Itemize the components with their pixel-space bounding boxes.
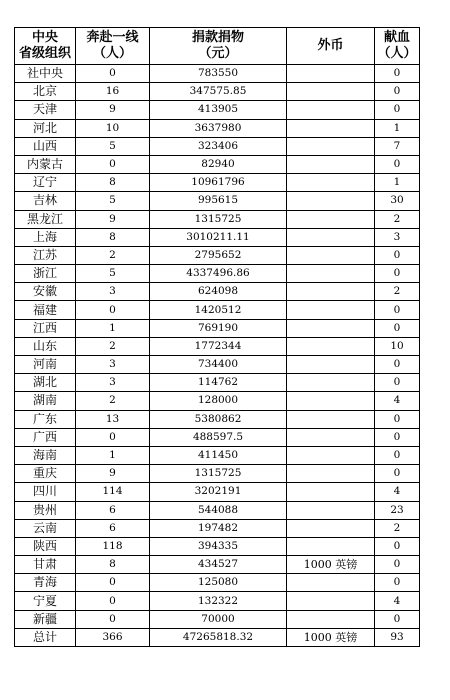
cell-front: 2 [76,392,150,410]
header-row [15,28,420,65]
header-donation-line2: （元） [198,46,238,61]
cell-foreign [287,119,375,137]
cell-donation: 132322 [150,592,287,610]
table-row [15,519,420,537]
cell-donation: 624098 [150,283,287,301]
cell-foreign [287,410,375,428]
cell-org: 湖北 [15,374,76,392]
cell-foreign [287,392,375,410]
cell-front: 0 [76,592,150,610]
cell-blood: 2 [375,210,420,228]
cell-org: 总计 [15,628,76,646]
cell-foreign [287,155,375,173]
cell-blood: 0 [375,574,420,592]
cell-foreign [287,319,375,337]
table-row [15,428,420,446]
cell-donation: 995615 [150,192,287,210]
table-row [15,319,420,337]
cell-org: 社中央 [15,65,76,83]
cell-front: 9 [76,101,150,119]
cell-front: 114 [76,483,150,501]
cell-foreign [287,446,375,464]
cell-foreign [287,83,375,101]
cell-donation: 434527 [150,556,287,574]
table-row [15,483,420,501]
header-org-line1: 中央 [31,30,58,45]
cell-blood: 4 [375,592,420,610]
header-blood [375,28,420,65]
cell-foreign [287,137,375,155]
cell-blood: 0 [375,155,420,173]
cell-foreign [287,428,375,446]
cell-blood: 0 [375,101,420,119]
cell-donation: 70000 [150,610,287,628]
cell-blood: 4 [375,392,420,410]
cell-blood: 1 [375,119,420,137]
cell-front: 2 [76,337,150,355]
cell-org: 贵州 [15,501,76,519]
header-front [76,28,150,65]
cell-blood: 0 [375,246,420,264]
cell-org: 江西 [15,319,76,337]
table-row [15,610,420,628]
table-row [15,265,420,283]
table-row [15,501,420,519]
cell-donation: 544088 [150,501,287,519]
cell-foreign [287,283,375,301]
cell-front: 6 [76,501,150,519]
cell-front: 5 [76,265,150,283]
cell-org: 宁夏 [15,592,76,610]
cell-blood: 0 [375,65,420,83]
header-donation-line1: 捐款捐物 [191,30,244,45]
cell-foreign: 1000 英镑 [287,628,375,646]
cell-blood: 0 [375,301,420,319]
donation-table [14,27,420,647]
cell-foreign [287,574,375,592]
cell-front: 16 [76,83,150,101]
cell-front: 3 [76,283,150,301]
table-row [15,119,420,137]
cell-org: 山西 [15,137,76,155]
cell-blood: 2 [375,283,420,301]
cell-front: 1 [76,446,150,464]
cell-donation: 411450 [150,446,287,464]
cell-foreign [287,65,375,83]
cell-foreign [287,192,375,210]
cell-donation: 323406 [150,137,287,155]
cell-foreign [287,610,375,628]
cell-front: 0 [76,610,150,628]
cell-org: 甘肃 [15,556,76,574]
cell-foreign [287,592,375,610]
cell-donation: 4337496.86 [150,265,287,283]
table-row [15,83,420,101]
cell-foreign: 1000 英镑 [287,556,375,574]
cell-donation: 394335 [150,537,287,555]
cell-donation: 128000 [150,392,287,410]
cell-front: 1 [76,319,150,337]
cell-front: 5 [76,137,150,155]
table-row [15,174,420,192]
table-row [15,246,420,264]
cell-org: 上海 [15,228,76,246]
cell-org: 广西 [15,428,76,446]
cell-blood: 30 [375,192,420,210]
table-row [15,210,420,228]
cell-front: 0 [76,301,150,319]
cell-donation: 2795652 [150,246,287,264]
table-row [15,628,420,646]
cell-foreign [287,301,375,319]
cell-foreign [287,101,375,119]
table-row [15,101,420,119]
cell-blood: 0 [375,265,420,283]
cell-blood: 1 [375,174,420,192]
table-row [15,465,420,483]
header-foreign [287,28,375,65]
cell-front: 9 [76,465,150,483]
cell-front: 0 [76,428,150,446]
cell-front: 10 [76,119,150,137]
cell-front: 0 [76,574,150,592]
table-row [15,155,420,173]
table-row [15,301,420,319]
cell-front: 3 [76,356,150,374]
cell-front: 8 [76,174,150,192]
cell-org: 河北 [15,119,76,137]
cell-foreign [287,537,375,555]
cell-blood: 0 [375,410,420,428]
cell-donation: 3202191 [150,483,287,501]
cell-foreign [287,501,375,519]
cell-org: 北京 [15,83,76,101]
cell-foreign [287,265,375,283]
cell-blood: 0 [375,465,420,483]
cell-donation: 47265818.32 [150,628,287,646]
cell-donation: 488597.5 [150,428,287,446]
cell-blood: 0 [375,428,420,446]
table-row [15,392,420,410]
cell-org: 福建 [15,301,76,319]
cell-foreign [287,374,375,392]
cell-donation: 3010211.11 [150,228,287,246]
cell-org: 新疆 [15,610,76,628]
cell-org: 辽宁 [15,174,76,192]
cell-front: 8 [76,228,150,246]
header-donation [150,28,287,65]
cell-donation: 3637980 [150,119,287,137]
cell-donation: 413905 [150,101,287,119]
cell-blood: 2 [375,519,420,537]
cell-front: 3 [76,374,150,392]
table-row [15,137,420,155]
cell-blood: 3 [375,228,420,246]
cell-blood: 0 [375,556,420,574]
table-row [15,65,420,83]
cell-front: 8 [76,556,150,574]
header-front-line2: （人） [92,46,132,61]
cell-front: 2 [76,246,150,264]
table-row [15,574,420,592]
table-row [15,410,420,428]
table-row [15,592,420,610]
header-org-line2: 省级组织 [18,46,71,61]
cell-foreign [287,210,375,228]
cell-org: 云南 [15,519,76,537]
cell-donation: 769190 [150,319,287,337]
cell-foreign [287,246,375,264]
cell-donation: 197482 [150,519,287,537]
table-row [15,192,420,210]
cell-blood: 93 [375,628,420,646]
cell-blood: 4 [375,483,420,501]
cell-org: 吉林 [15,192,76,210]
cell-donation: 783550 [150,65,287,83]
table-body [15,65,420,647]
cell-front: 366 [76,628,150,646]
table-row [15,228,420,246]
cell-blood: 0 [375,446,420,464]
table-row [15,446,420,464]
cell-org: 四川 [15,483,76,501]
cell-blood: 0 [375,610,420,628]
cell-front: 5 [76,192,150,210]
cell-blood: 0 [375,537,420,555]
cell-blood: 0 [375,374,420,392]
cell-donation: 114762 [150,374,287,392]
cell-front: 6 [76,519,150,537]
cell-donation: 1420512 [150,301,287,319]
table-row [15,356,420,374]
cell-donation: 734400 [150,356,287,374]
cell-org: 安徽 [15,283,76,301]
header-blood-line1: 献血 [383,30,410,45]
cell-org: 天津 [15,101,76,119]
cell-foreign [287,356,375,374]
cell-foreign [287,465,375,483]
cell-blood: 0 [375,356,420,374]
table-row [15,337,420,355]
cell-blood: 0 [375,83,420,101]
cell-front: 118 [76,537,150,555]
cell-donation: 82940 [150,155,287,173]
cell-front: 0 [76,65,150,83]
table-row [15,537,420,555]
cell-donation: 10961796 [150,174,287,192]
cell-blood: 10 [375,337,420,355]
table-row [15,374,420,392]
header-org [15,28,76,65]
cell-org: 黑龙江 [15,210,76,228]
cell-org: 江苏 [15,246,76,264]
cell-blood: 7 [375,137,420,155]
cell-org: 广东 [15,410,76,428]
cell-donation: 125080 [150,574,287,592]
cell-front: 9 [76,210,150,228]
cell-donation: 1315725 [150,465,287,483]
cell-blood: 0 [375,319,420,337]
cell-org: 陕西 [15,537,76,555]
cell-org: 浙江 [15,265,76,283]
header-front-line1: 奔赴一线 [86,30,139,45]
cell-donation: 1315725 [150,210,287,228]
cell-org: 内蒙古 [15,155,76,173]
cell-foreign [287,174,375,192]
cell-front: 13 [76,410,150,428]
cell-front: 0 [76,155,150,173]
cell-donation: 1772344 [150,337,287,355]
header-foreign-line1: 外币 [317,38,344,53]
cell-org: 青海 [15,574,76,592]
cell-donation: 5380862 [150,410,287,428]
cell-org: 湖南 [15,392,76,410]
cell-org: 海南 [15,446,76,464]
cell-org: 山东 [15,337,76,355]
cell-org: 重庆 [15,465,76,483]
cell-foreign [287,483,375,501]
header-blood-line2: （人） [377,46,417,61]
cell-org: 河南 [15,356,76,374]
cell-foreign [287,228,375,246]
table-row [15,556,420,574]
cell-foreign [287,519,375,537]
cell-blood: 23 [375,501,420,519]
cell-foreign [287,337,375,355]
table-row [15,283,420,301]
cell-donation: 347575.85 [150,83,287,101]
